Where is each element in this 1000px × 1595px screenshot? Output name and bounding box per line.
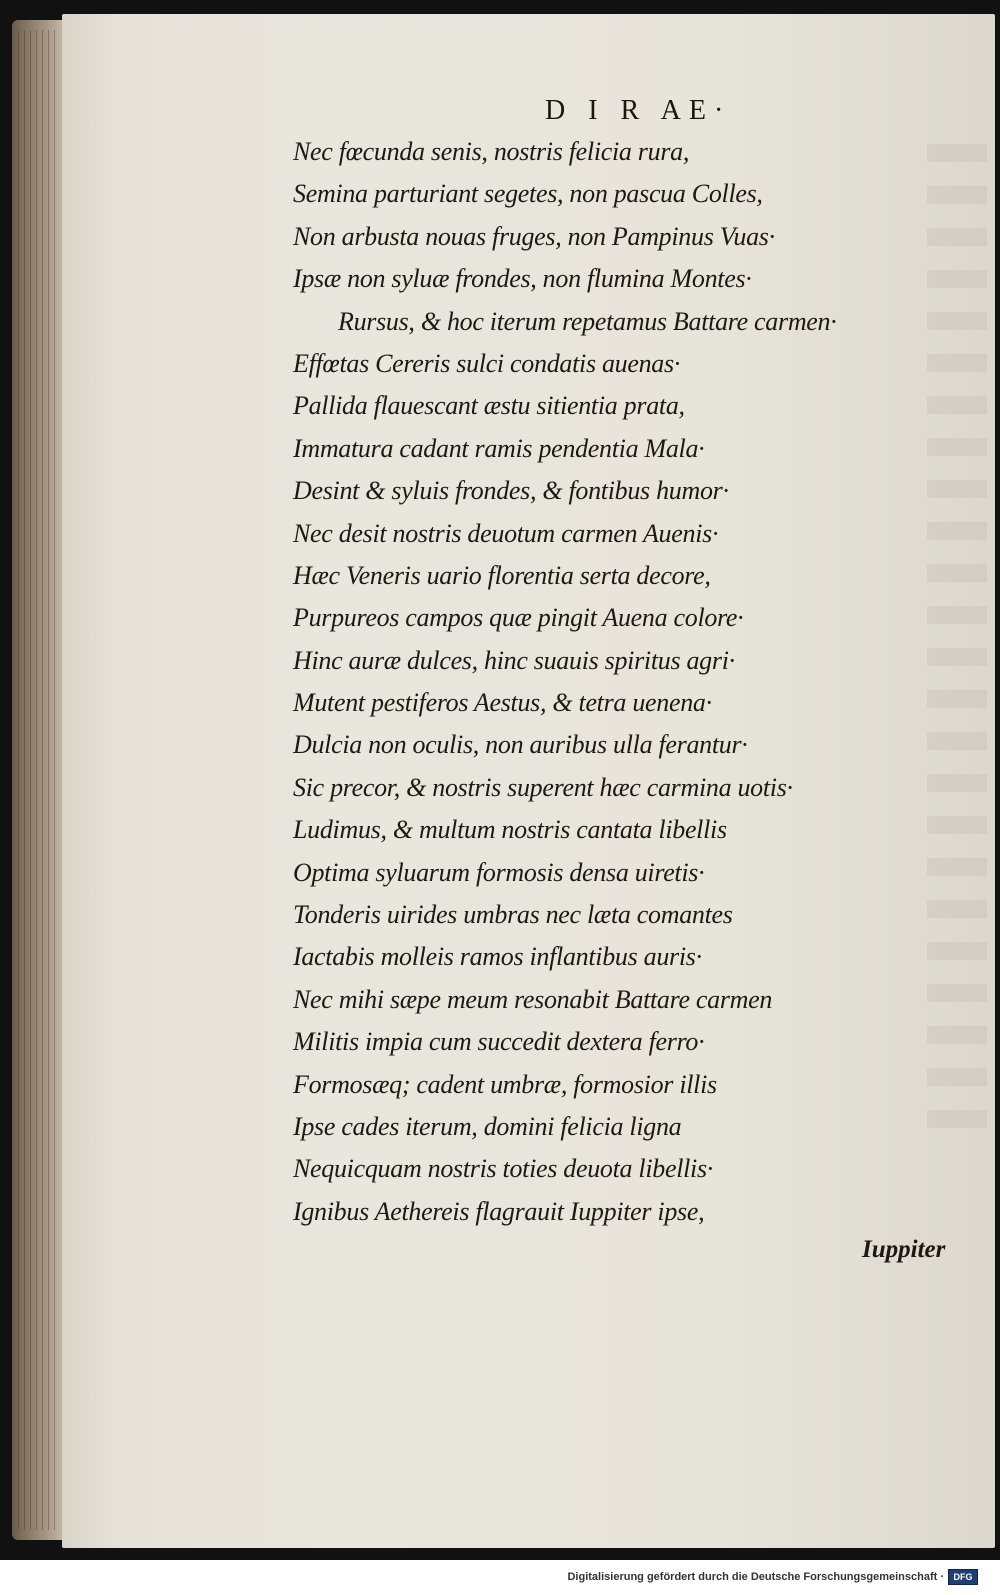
verse-line: Hinc auræ dulces, hinc suauis spiritus agri· [293,645,735,675]
verse-line: Desint & syluis frondes, & fontibus humor· [293,476,729,506]
page-header: D I R AE· [545,95,732,126]
verse-line: Formosæq; cadent umbræ, formosior illis [293,1069,717,1099]
verse-line: Rursus, & hoc iterum repetamus Battare carmen· [338,306,837,336]
funding-credit: Digitalisierung gefördert durch die Deutsche Forschungsgemeinschaft · [567,1571,944,1583]
verse-line: Ipse cades iterum, domini felicia ligna [293,1111,682,1141]
verse-line: Sic precor, & nostris superent hæc carmina uotis· [293,772,793,802]
book-edge-pages [18,30,58,1530]
verse-line: Ignibus Aethereis flagrauit Iuppiter ipse, [293,1196,705,1226]
verse-line: Hæc Veneris uario florentia serta decore, [293,560,711,590]
verse-line: Nec mihi sæpe meum resonabit Battare carmen [293,984,773,1014]
verse-line: Dulcia non oculis, non auribus ulla ferantur· [293,730,748,760]
verse-line: Pallida flauescant æstu sitientia prata, [293,391,685,421]
verse-line: Tonderis uirides umbras nec læta comantes [293,900,733,930]
dfg-logo-icon: DFG [948,1569,978,1585]
verse-line: Optima syluarum formosis densa uiretis· [293,857,705,887]
verse-line: Nequicquam nostris toties deuota libellis· [293,1154,713,1184]
catchword: Iuppiter [862,1236,946,1263]
verse-line: Immatura cadant ramis pendentia Mala· [293,433,705,463]
verse-line: Nec desit nostris deuotum carmen Auenis· [293,518,719,548]
verse-line: Ludimus, & multum nostris cantata libellis [293,815,727,845]
verse-line: Nec fœcunda senis, nostris felicia rura, [293,137,690,166]
footer-bar [0,1560,1000,1595]
verse-text [293,131,983,1233]
verse-line: Non arbusta nouas fruges, non Pampinus Vuas· [293,221,775,251]
verse-line: Ipsæ non syluæ frondes, non flumina Montes· [293,264,752,294]
verse-line: Semina parturiant segetes, non pascua Colles, [293,179,763,209]
verse-line: Militis impia cum succedit dextera ferro· [293,1027,705,1057]
verse-line: Purpureos campos quæ pingit Auena colore· [293,603,744,633]
verse-line: Mutent pestiferos Aestus, & tetra uenena· [293,688,712,718]
verse-line: Effœtas Cereris sulci condatis auenas· [293,348,681,378]
verse-line: Iactabis molleis ramos inflantibus auris· [293,942,702,972]
